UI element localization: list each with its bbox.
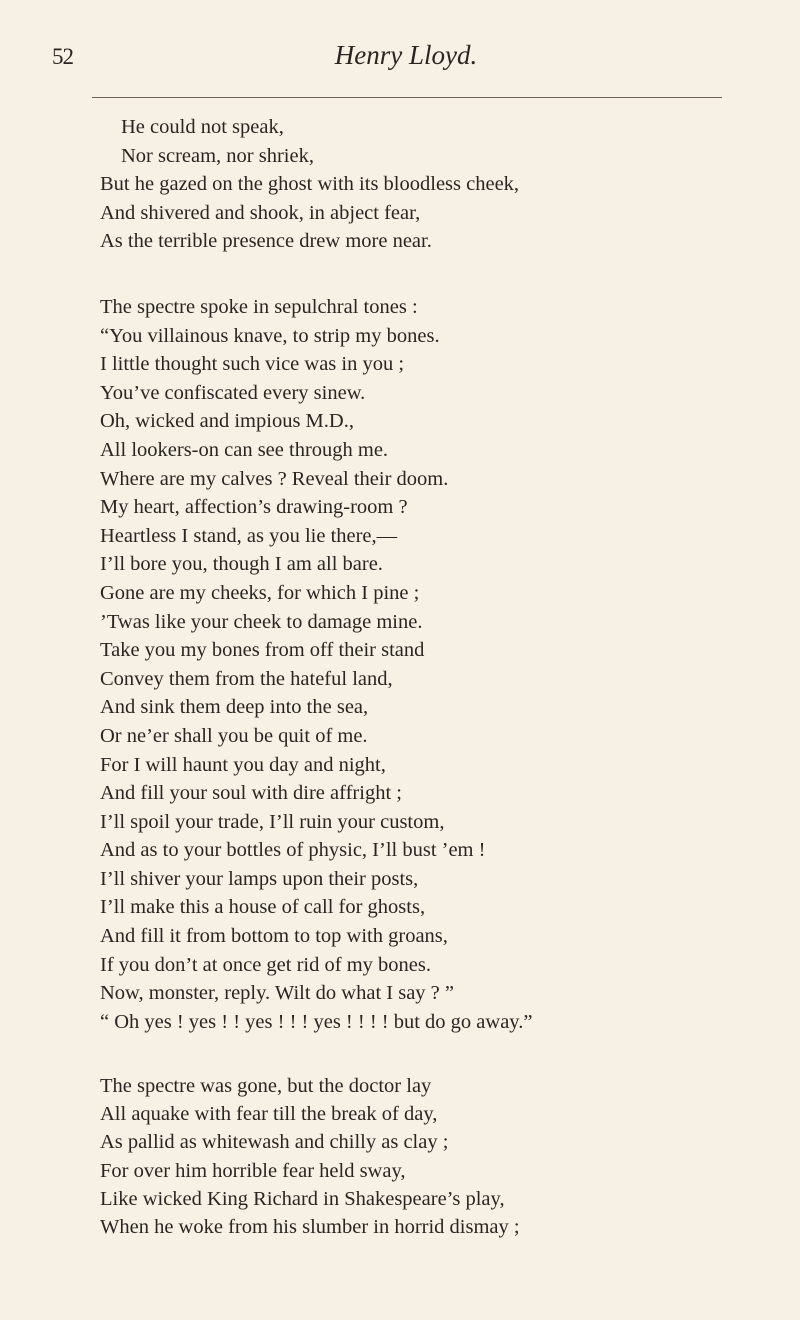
verse-line: When he woke from his slumber in horrid dismay ; [100,1215,520,1238]
verse-line: “ Oh yes ! yes ! ! yes ! ! ! yes ! ! ! ! but do go away.” [100,1010,533,1033]
verse-line: And fill your soul with dire affright ; [100,782,402,805]
verse-line: Where are my calves ? Reveal their doom. [100,467,449,490]
verse-line: And as to your bottles of physic, I’ll bust ’em ! [100,839,486,862]
verse-line: I’ll spoil your trade, I’ll ruin your custom, [100,810,445,833]
verse-line: Convey them from the hateful land, [100,667,393,690]
verse-line: I’ll make this a house of call for ghosts, [100,896,426,919]
verse-line: For I will haunt you day and night, [100,753,386,776]
verse-line: Nor scream, nor shriek, [121,144,314,167]
verse-line: The spectre was gone, but the doctor lay [100,1075,432,1097]
verse-line: As pallid as whitewash and chilly as clay ; [100,1131,449,1154]
verse-line: Gone are my cheeks, for which I pine ; [100,581,420,604]
verse-line: Oh, wicked and impious M.D., [100,410,354,433]
verse-line: And fill it from bottom to top with groans, [100,925,448,948]
verse-line: Or ne’er shall you be quit of me. [100,724,368,747]
verse-line: For over him horrible fear held sway, [100,1159,406,1182]
verse-line: And shivered and shook, in abject fear, [100,201,421,224]
running-head-title: Henry Lloyd. [334,40,478,70]
verse-line: I little thought such vice was in you ; [100,353,405,376]
verse-line: And sink them deep into the sea, [100,696,369,719]
stanza-1 [100,113,519,256]
header-rule [92,97,722,98]
stanza-2 [100,293,532,1036]
verse-line: I’ll bore you, though I am all bare. [100,553,383,576]
verse-line: Now, monster, reply. Wilt do what I say ? ” [100,982,454,1005]
verse-line: All lookers-on can see through me. [100,438,389,461]
page-number: 52 [52,44,73,69]
verse-line: But he gazed on the ghost with its bloodless cheek, [100,173,520,196]
verse-line: He could not speak, [121,116,284,138]
verse-line: My heart, affection’s drawing-room ? [100,496,408,519]
verse-line: All aquake with fear till the break of day, [100,1103,438,1126]
verse-line: ’Twas like your cheek to damage mine. [100,610,423,633]
verse-line: If you don’t at once get rid of my bones. [100,953,431,976]
verse-line: I’ll shiver your lamps upon their posts, [100,867,419,890]
stanza-3 [100,1072,520,1241]
verse-line: You’ve confiscated every sinew. [100,381,366,404]
verse-line: Like wicked King Richard in Shakespeare’s play, [100,1187,505,1210]
verse-line: Take you my bones from off their stand [100,639,425,662]
verse-line: The spectre spoke in sepulchral tones : [100,296,418,318]
verse-line: “You villainous knave, to strip my bones. [100,324,440,347]
verse-line: Heartless I stand, as you lie there,— [100,524,398,547]
verse-line: As the terrible presence drew more near. [100,230,432,253]
